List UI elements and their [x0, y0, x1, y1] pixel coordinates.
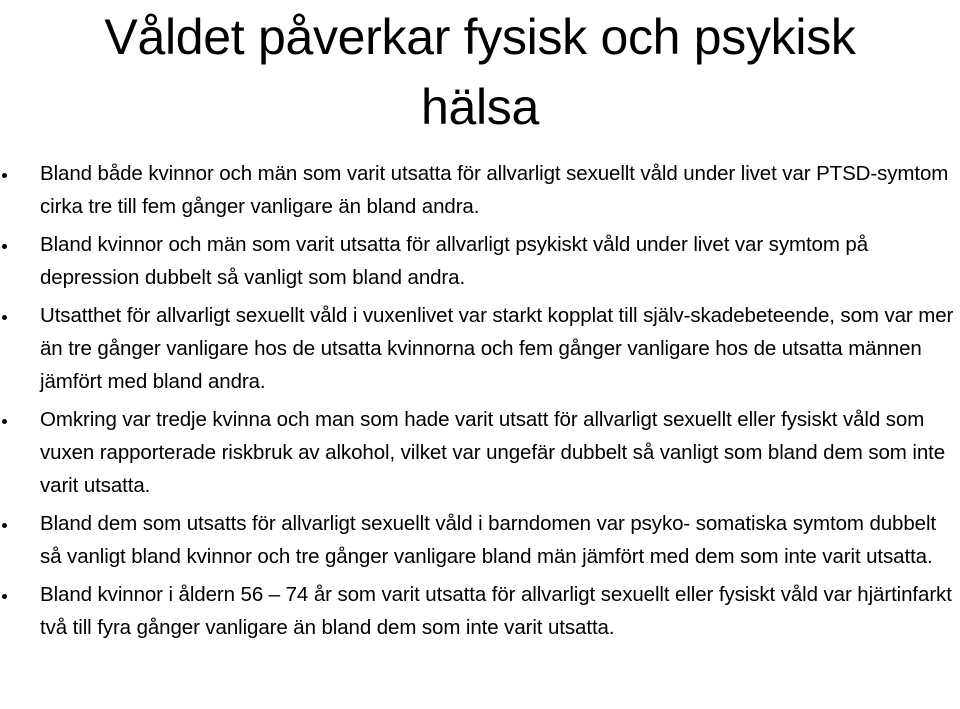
bullet-dot-icon — [2, 523, 7, 528]
bullet-dot-icon — [2, 244, 7, 249]
bullet-dot-icon — [2, 315, 7, 320]
bullet-text-5: Bland dem som utsatts för allvarligt sexuellt våld i barndomen var psyko- somatiska symtom dubbelt så vanligt bland kvinnor och tre gånger vanligare bland män jämfört med dem som inte varit utsatta. — [40, 512, 937, 568]
bullet-dot-icon — [2, 594, 7, 599]
slide-title — [0, 2, 960, 142]
bullet-dot-icon — [2, 419, 7, 424]
bullet-text-1: Bland både kvinnor och män som varit utsatta för allvarligt sexuellt våld under livet var PTSD-symtom cirka tre till fem gånger vanligare än bland andra. — [40, 162, 949, 218]
bullet-item-6 — [0, 578, 960, 644]
bullet-item-1 — [0, 157, 960, 223]
bullet-item-5 — [0, 507, 960, 573]
bullet-text-4: Omkring var tredje kvinna och man som hade varit utsatt för allvarligt sexuellt eller fysiskt våld som vuxen rapporterade riskbruk av alkohol, vilket var ungefär dubbelt så vanligt som bland dem som inte varit utsatta. — [40, 408, 946, 497]
bullet-dot-icon — [2, 173, 7, 178]
bullet-text-3: Utsatthet för allvarligt sexuellt våld i vuxenlivet var starkt kopplat till själv-skadebeteende, som var mer än tre gånger vanligare hos de utsatta kvinnorna och fem gånger vanligare hos de utsatta männen jämfört med bland andra. — [40, 304, 954, 393]
bullet-list — [0, 157, 960, 644]
bullet-item-2 — [0, 228, 960, 294]
bullet-item-3 — [0, 299, 960, 398]
slide-title-line-1: Våldet påverkar fysisk och psykisk — [104, 9, 856, 65]
bullet-text-6: Bland kvinnor i åldern 56 – 74 år som varit utsatta för allvarligt sexuellt eller fysiskt våld var hjärtinfarkt två till fyra gånger vanligare än bland dem som inte varit utsatta. — [40, 583, 952, 639]
bullet-text-2: Bland kvinnor och män som varit utsatta för allvarligt psykiskt våld under livet var symtom på depression dubbelt så vanligt som bland andra. — [40, 233, 869, 289]
bullet-item-4 — [0, 403, 960, 502]
slide-title-line-2: hälsa — [420, 79, 540, 135]
